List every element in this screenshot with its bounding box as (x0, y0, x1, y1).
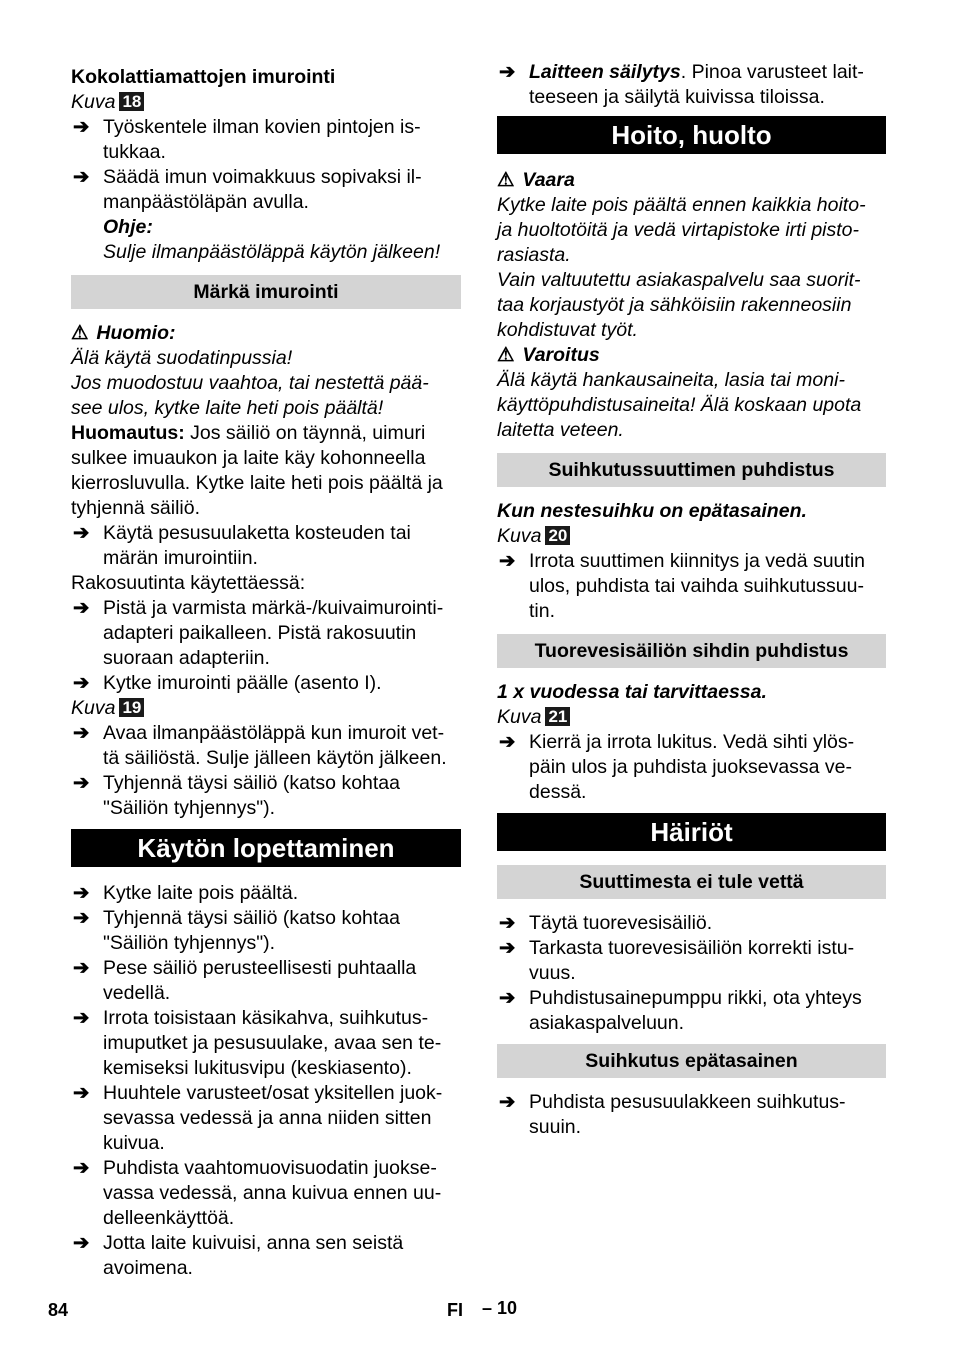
warning-text: Älä käytä hankausaineita, lasia tai moni- käyttöpuhdistusaineita! Älä koskaan upota laitetta veteen. (497, 369, 862, 441)
list-item: ➔ Huuhtele varusteet/osat yksitellen juok- sevassa vedessä ja anna niiden sitten kuivua. (73, 1082, 443, 1154)
section-page-number: – 10 (482, 1298, 518, 1318)
figure-number: 19 (119, 698, 144, 717)
list-item: ➔ Kytke imurointi päälle (asento I). (73, 672, 382, 694)
list-item: ➔ Irrota toisistaan käsikahva, suihkutus- imuputket ja pesusuulake, avaa sen te- kemiseksi lukitusvipu (keskiasento). (73, 1007, 442, 1079)
arrow-right-icon: ➔ (499, 550, 516, 572)
note-text: Sulje ilmanpäästöläppä käytön jälkeen! (103, 241, 441, 263)
arrow-right-icon: ➔ (73, 1007, 90, 1029)
arrow-right-icon: ➔ (499, 731, 516, 753)
list-item: ➔ Kytke laite pois päältä. (73, 882, 299, 904)
arrow-right-icon: ➔ (73, 907, 90, 929)
figure-ref: Kuva 18 (71, 90, 461, 115)
list-item: ➔ Tarkasta tuorevesisäiliön korrekti istu- vuus. (499, 937, 855, 984)
remark: Huomautus: Jos säiliö on täynnä, uimuri sulkee imuaukon ja laite käy kohonneella kierrosluvulla. Kytke laite heti pois päältä ja tyhjennä säiliö. (71, 422, 443, 519)
chapter-bar: Käytön lopettaminen (71, 829, 461, 867)
arrow-right-icon: ➔ (73, 166, 90, 188)
figure-ref: Kuva 19 (71, 696, 461, 721)
note-title: Ohje: (103, 216, 153, 238)
arrow-right-icon: ➔ (73, 1232, 90, 1254)
figure-number: 18 (119, 92, 144, 111)
arrow-right-icon: ➔ (499, 1091, 516, 1113)
list-item: ➔ Puhdista vaahtomuovisuodatin juokse- vassa vedessä, anna kuivua ennen uu- delleenkäyttöä. (73, 1157, 442, 1229)
text-line: Rakosuutinta käytettäessä: (71, 572, 306, 594)
warning-triangle-icon: ⚠ (71, 322, 89, 344)
subsection-bar: Märkä imurointi (71, 275, 461, 309)
arrow-right-icon: ➔ (499, 987, 516, 1009)
warning-triangle-icon: ⚠ (497, 344, 515, 366)
subsection-bar: Suuttimesta ei tule vettä (497, 865, 886, 899)
arrow-right-icon: ➔ (73, 957, 90, 979)
section-heading: Kokolattiamattojen imurointi (71, 66, 336, 88)
arrow-right-icon: ➔ (499, 61, 516, 83)
arrow-right-icon: ➔ (499, 937, 516, 959)
list-item: ➔ Säädä imun voimakkuus sopivaksi il- manpäästöläpän avulla. (73, 166, 422, 213)
list-item: ➔ Pistä ja varmista märkä-/kuivaimurointi- adapteri paikalleen. Pistä rakosuutin suoraan adapteriin. (73, 597, 444, 669)
danger-title: ⚠ Vaara (497, 169, 575, 191)
figure-ref: Kuva 21 (497, 705, 886, 730)
subsection-bar: Suihkutussuuttimen puhdistus (497, 453, 886, 487)
arrow-right-icon: ➔ (73, 772, 90, 794)
list-item: ➔ Avaa ilmanpäästöläppä kun imuroit vet- tä säiliöstä. Sulje jälleen käytön jälkeen. (73, 722, 447, 769)
warning-title: ⚠ Varoitus (497, 344, 600, 366)
figure-ref: Kuva 20 (497, 524, 886, 549)
list-item: ➔ Tyhjennä täysi säiliö (katso kohtaa "Säiliön tyhjennys"). (73, 907, 400, 954)
language-code: FI (447, 1300, 463, 1320)
chapter-bar: Häiriöt (497, 813, 886, 851)
page-number: 84 (48, 1300, 69, 1320)
arrow-right-icon: ➔ (73, 522, 90, 544)
chapter-bar: Hoito, huolto (497, 116, 886, 154)
danger-text: Kytke laite pois päältä ennen kaikkia hoito- ja huoltotöitä ja vedä virtapistoke irti pisto- rasiasta. Vain valtuutettu asiakaspalvelu saa suorit- taa korjaustyöt ja sähköisiin rakenneosiin kohdistuvat työt. (497, 194, 866, 341)
list-item: ➔ Työskentele ilman kovien pintojen is- tukkaa. (73, 116, 421, 163)
arrow-right-icon: ➔ (73, 722, 90, 744)
figure-number: 21 (545, 707, 570, 726)
list-item: ➔ Tyhjennä täysi säiliö (katso kohtaa "Säiliön tyhjennys"). (73, 772, 400, 819)
list-item: ➔ Puhdistusainepumppu rikki, ota yhteys asiakaspalveluun. (499, 987, 862, 1034)
list-item: ➔ Kierrä ja irrota lukitus. Vedä sihti ylös- päin ulos ja puhdista juoksevassa ve- dessä. (499, 731, 855, 803)
list-item: ➔ Irrota suuttimen kiinnitys ja vedä suutin ulos, puhdista tai vaihda suihkutussuu- tin. (499, 550, 865, 622)
arrow-right-icon: ➔ (499, 912, 516, 934)
figure-number: 20 (545, 526, 570, 545)
list-item: ➔ Täytä tuorevesisäiliö. (499, 912, 713, 934)
arrow-right-icon: ➔ (73, 1082, 90, 1104)
left-column (71, 60, 461, 1281)
subsection-bar: Suihkutus epätasainen (497, 1044, 886, 1078)
list-item: ➔ Puhdista pesusuulakkeen suihkutus- suuin. (499, 1091, 846, 1138)
list-item: ➔ Pese säiliö perusteellisesti puhtaalla vedellä. (73, 957, 417, 1004)
caution-text: Älä käytä suodatinpussia! Jos muodostuu vaahtoa, tai nestettä pää- see ulos, kytke laite heti pois päältä! (71, 347, 429, 419)
arrow-right-icon: ➔ (73, 116, 90, 138)
arrow-right-icon: ➔ (73, 672, 90, 694)
subsection-bar: Tuorevesisäiliön sihdin puhdistus (497, 634, 886, 668)
arrow-right-icon: ➔ (73, 1157, 90, 1179)
warning-triangle-icon: ⚠ (497, 169, 515, 191)
arrow-right-icon: ➔ (73, 882, 90, 904)
list-item: ➔ Käytä pesusuulaketta kosteuden tai märän imurointiin. (73, 522, 411, 569)
condition-text: Kun nestesuihku on epätasainen. (497, 500, 807, 522)
list-item: ➔ Jotta laite kuivuisi, anna sen seistä avoimena. (73, 1232, 404, 1279)
arrow-right-icon: ➔ (73, 597, 90, 619)
condition-text: 1 x vuodessa tai tarvittaessa. (497, 681, 767, 703)
list-item: ➔ Laitteen säilytys. Pinoa varusteet lait- teeseen ja säilytä kuivissa tiloissa. (499, 61, 864, 108)
caution-title: ⚠ Huomio: (71, 322, 176, 344)
right-column (497, 60, 886, 1140)
